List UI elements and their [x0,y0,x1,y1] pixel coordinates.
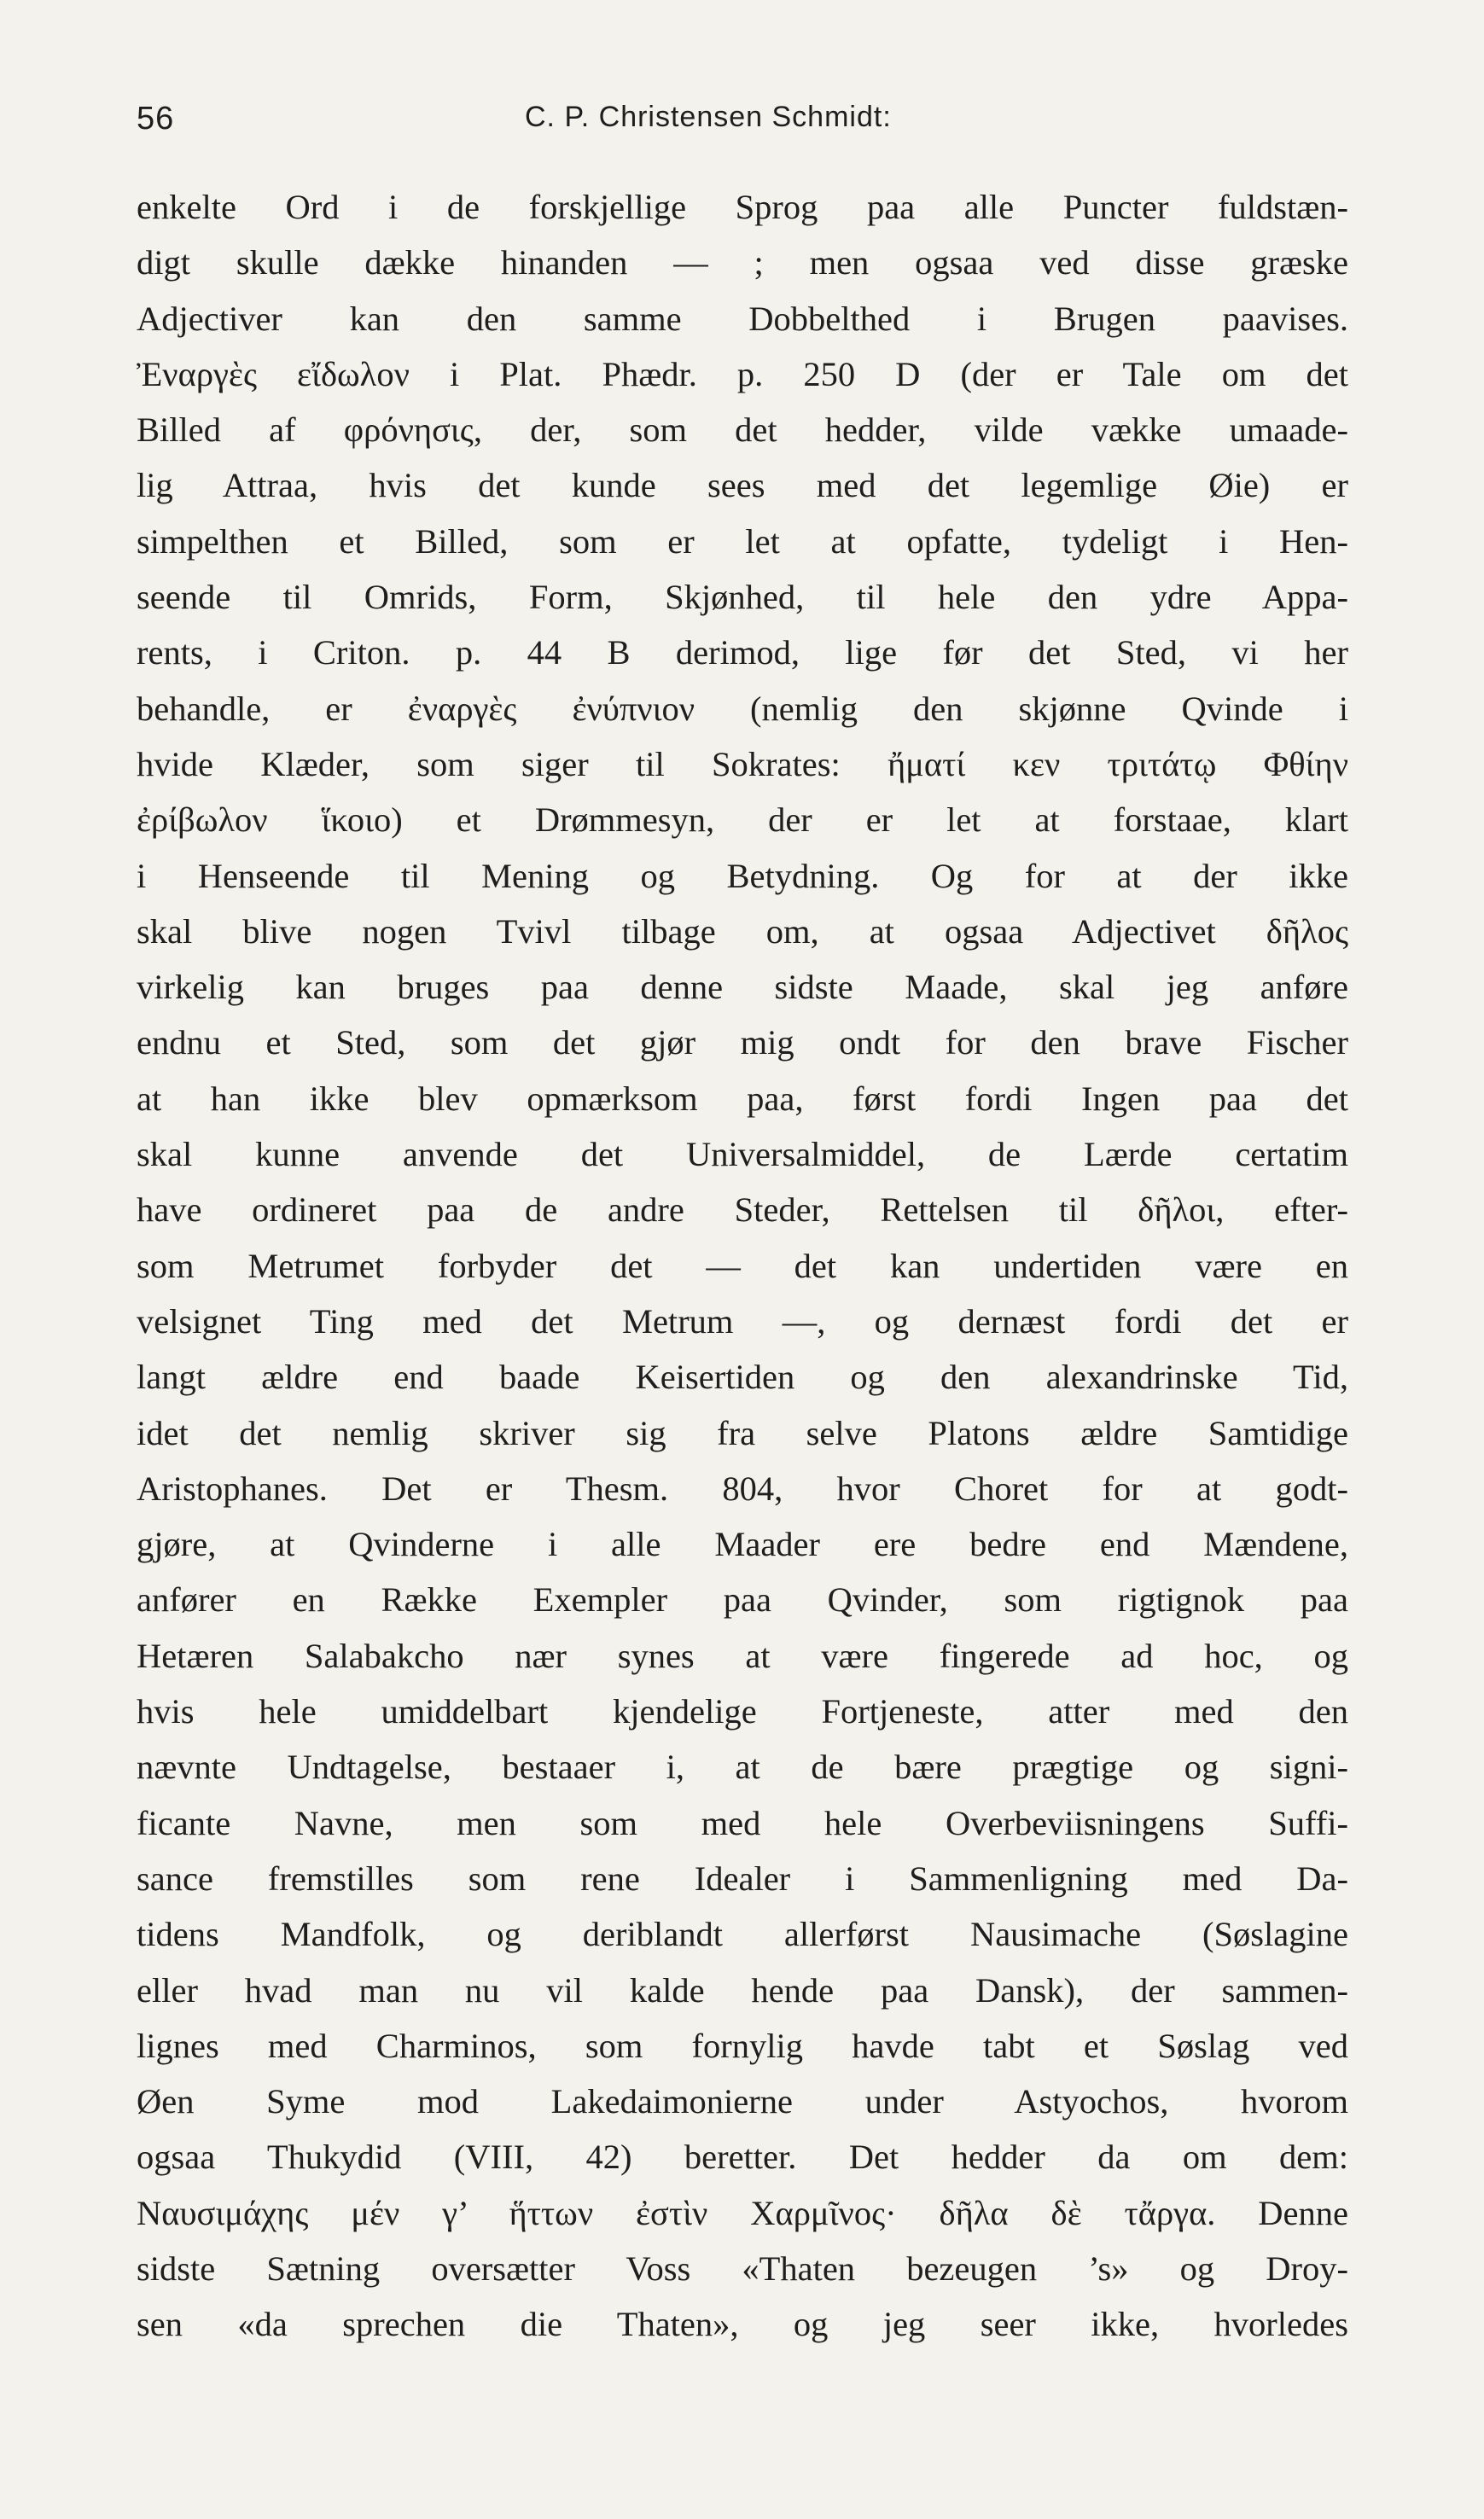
text-line: anfører en Række Exempler paa Qvinder, som rigtignok paa [137,1580,1348,1620]
text-line: nævnte Undtagelse, bestaaer i, at de bære prægtige og signi- [137,1748,1348,1787]
page-number: 56 [137,101,175,137]
body-text [137,179,1348,2353]
text-line: seende til Omrids, Form, Skjønhed, til hele den ydre Appa- [137,578,1348,617]
text-line: sidste Sætning oversætter Voss «Thaten bezeugen ’s» og Droy- [137,2248,1348,2288]
text-line: som Metrumet forbyder det — det kan undertiden være en [137,1246,1348,1285]
text-line: lignes med Charminos, som fornylig havde tabt et Søslag ved [137,2026,1348,2065]
text-line: sen «da sprechen die Thaten», og jeg seer ikke, hvorledes [137,2305,1348,2344]
text-line: Øen Syme mod Lakedaimonierne under Astyochos, hvorom [137,2082,1348,2121]
running-title: C. P. Christensen Schmidt: [525,101,892,133]
text-line: rents, i Criton. p. 44 B derimod, lige før det Sted, vi her [137,633,1348,672]
text-line: Billed af φρόνησις, der, som det hedder, vilde vække umaade- [137,410,1348,450]
text-line: eller hvad man nu vil kalde hende paa Dansk), der sammen- [137,1970,1348,2010]
text-line: at han ikke blev opmærksom paa, først fordi Ingen paa det [137,1079,1348,1118]
text-line: gjøre, at Qvinderne i alle Maader ere bedre end Mændene, [137,1525,1348,1564]
text-line: simpelthen et Billed, som er let at opfatte, tydeligt i Hen- [137,521,1348,561]
text-line: langt ældre end baade Keisertiden og den alexandrinske Tid, [137,1358,1348,1397]
text-line: Aristophanes. Det er Thesm. 804, hvor Choret for at godt- [137,1469,1348,1508]
text-line: lig Attraa, hvis det kunde sees med det legemlige Øie) er [137,466,1348,505]
text-line: digt skulle dække hinanden — ; men ogsaa ved disse græske [137,243,1348,282]
text-line: skal kunne anvende det Universalmiddel, de Lærde certatim [137,1135,1348,1174]
text-line: i Henseende til Mening og Betydning. Og for at der ikke [137,856,1348,895]
text-line: skal blive nogen Tvivl tilbage om, at ogsaa Adjectivet δῆλος [137,911,1348,951]
text-line: ἐρίβωλον ἵκοιο) et Drømmesyn, der er let at forstaae, klart [137,800,1348,840]
text-line: Ναυσιμάχης μέν γ’ ἥττων ἐστὶν Χαρμῖνος· δῆλα δὲ τἄργα. Denne [137,2193,1348,2232]
text-line: Hetæren Salabakcho nær synes at være fingerede ad hoc, og [137,1636,1348,1675]
text-line: ogsaa Thukydid (VIII, 42) beretter. Det hedder da om dem: [137,2138,1348,2177]
text-line: behandle, er ἐναργὲς ἐνύπνιον (nemlig den skjønne Qvinde i [137,689,1348,728]
text-line: Ἐναργὲς εἴδωλον i Plat. Phædr. p. 250 D (der er Tale om det [137,354,1348,393]
text-line: sance fremstilles som rene Idealer i Sammenligning med Da- [137,1859,1348,1898]
running-head [137,101,1348,152]
text-line: virkelig kan bruges paa denne sidste Maade, skal jeg anføre [137,968,1348,1007]
text-line: Adjectiver kan den samme Dobbelthed i Brugen paavises. [137,299,1348,338]
text-line: enkelte Ord i de forskjellige Sprog paa alle Puncter fuldstæn- [137,188,1348,226]
text-line: endnu et Sted, som det gjør mig ondt for den brave Fischer [137,1023,1348,1062]
text-line: ficante Navne, men som med hele Overbeviisningens Suffi- [137,1803,1348,1842]
text-line: velsignet Ting med det Metrum —, og dernæst fordi det er [137,1301,1348,1341]
text-line: tidens Mandfolk, og deriblandt allerførst Nausimache (Søslagine [137,1915,1348,1954]
text-line: have ordineret paa de andre Steder, Rettelsen til δῆλοι, efter- [137,1190,1348,1230]
text-line: hvis hele umiddelbart kjendelige Fortjeneste, atter med den [137,1692,1348,1731]
text-line: hvide Klæder, som siger til Sokrates: ἤματί κεν τριτάτῳ Φθίην [137,744,1348,783]
text-line: idet det nemlig skriver sig fra selve Platons ældre Samtidige [137,1413,1348,1452]
